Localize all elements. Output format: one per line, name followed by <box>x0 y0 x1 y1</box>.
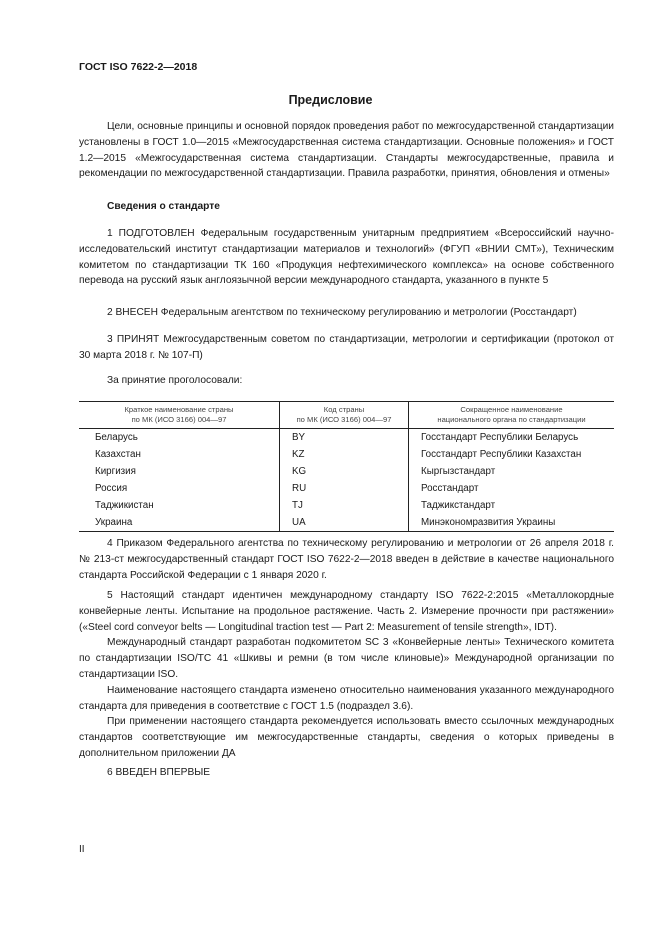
body-cell: Минэкономразвития Украины <box>409 514 615 532</box>
voted-block <box>79 373 614 389</box>
info-title-block <box>79 199 614 215</box>
item-5-paragraph-4: При применении настоящего стандарта рекомендуется использовать вместо ссылочных международных стандартов соответствующие им межгосударственные стандарты, сведения о которых приведены в дополнительном приложении ДА <box>79 716 614 759</box>
body-cell: Госстандарт Республики Беларусь <box>409 429 615 447</box>
header-country-line1: Краткое наименование страны <box>124 405 234 414</box>
code-cell: KG <box>280 463 409 480</box>
page-number: II <box>79 844 85 855</box>
item-4-paragraph: 4 Приказом Федерального агентства по техническому регулированию и метрологии от 26 апреля 2018 г. № 213-ст межгосударственный стандарт ГОСТ ISO 7622-2—2018 введен в действие в качестве национального стандарта Российской Федерации с 1 января 2020 г. <box>79 538 614 581</box>
item-3-paragraph: 3 ПРИНЯТ Межгосударственным советом по стандартизации, метрологии и сертификации (протокол от 30 марта 2018 г. № 107-П) <box>79 334 614 361</box>
intro-block <box>79 119 614 182</box>
item-5-paragraph-3: Наименование настоящего стандарта изменено относительно наименования указанного международного стандарта для приведения в соответствие с ГОСТ 1.5 (подраздел 3.6). <box>79 684 614 712</box>
item5-block <box>79 588 614 762</box>
header-code-line1: Код страны <box>323 405 365 414</box>
item-2-paragraph: 2 ВНЕСЕН Федеральным агентством по техническому регулированию и метрологии (Росстандарт) <box>107 307 577 318</box>
table-row <box>79 514 614 532</box>
info-section-title: Сведения о стандарте <box>107 201 220 212</box>
page-title: Предисловие <box>288 93 373 107</box>
item-5-paragraph: 5 Настоящий стандарт идентичен международному стандарту ISO 7622-2:2015 «Металлокордные конвейерные ленты. Испытание на продольное растяжение. Часть 2. Измерение прочности при растяжении» («Steel cord conveyor belts — Longitudinal traction test — Part 2: Measurement of tensile strength», IDT). <box>79 590 614 633</box>
country-cell: Таджикистан <box>95 500 154 511</box>
header-body-line1: Сокращенное наименование <box>460 405 563 414</box>
code-cell: TJ <box>280 497 409 514</box>
item6-block <box>79 765 614 781</box>
document-id-header: ГОСТ ISO 7622-2—2018 <box>79 61 198 73</box>
code-cell: KZ <box>280 446 409 463</box>
code-cell: UA <box>280 514 409 532</box>
body-cell: Таджикстандарт <box>409 497 615 514</box>
item-5-paragraph-2: Международный стандарт разработан подкомитетом SC 3 «Конвейерные ленты» Технического комитета по стандартизации ISO/TC 41 «Шкивы и ремни (в том числе клиновые)» Международной организации по стандартизации ISO. <box>79 637 614 680</box>
code-cell: BY <box>280 429 409 447</box>
table-row <box>79 463 614 480</box>
item-1-paragraph: 1 ПОДГОТОВЛЕН Федеральным государственным унитарным предприятием «Всероссийский научно-исследовательский институт стандартизации материалов и технологий» (ФГУП «ВНИИ СМТ»), Техническим комитетом по стандартизации ТК 160 «Продукция нефтехимического комплекса» на основе собственного перевода на русский язык англоязычной версии международного стандарта, указанного в пункте 5 <box>79 228 614 287</box>
item1-block <box>79 226 614 289</box>
table-row <box>79 497 614 514</box>
table-row <box>79 480 614 497</box>
table-row <box>79 446 614 463</box>
body-cell: Госстандарт Республики Казахстан <box>409 446 615 463</box>
voted-label: За принятие проголосовали: <box>107 375 243 386</box>
item-6-paragraph: 6 ВВЕДЕН ВПЕРВЫЕ <box>107 767 211 778</box>
header-body-line2: национального органа по стандартизации <box>437 415 586 424</box>
item3-block <box>79 332 614 364</box>
country-cell: Казахстан <box>95 449 141 460</box>
country-cell: Украина <box>79 514 280 532</box>
countries-table <box>79 401 614 532</box>
header-country-line2: по МК (ИСО 3166) 004—97 <box>131 415 227 424</box>
body-cell: Кыргызстандарт <box>409 463 615 480</box>
item2-block <box>79 305 614 321</box>
table-row <box>79 429 614 447</box>
table-header-body <box>409 402 615 429</box>
table-header-row <box>79 402 614 429</box>
intro-paragraph: Цели, основные принципы и основной порядок проведения работ по межгосударственной стандартизации установлены в ГОСТ 1.0—2015 «Межгосударственная система стандартизации. Основные положения» и ГОСТ 1.2—2015 «Межгосударственная система стандартизации. Стандарты межгосударственные, правила и рекомендации по межгосударственной стандартизации. Правила разработки, принятия, обновления и отмены» <box>79 121 614 180</box>
code-cell: RU <box>280 480 409 497</box>
table-header-country <box>79 402 280 429</box>
item4-block <box>79 536 614 583</box>
country-cell: Беларусь <box>95 432 138 443</box>
country-cell: Россия <box>95 483 128 494</box>
table-header-code <box>280 402 409 429</box>
country-cell: Киргизия <box>95 466 136 477</box>
body-cell: Росстандарт <box>409 480 615 497</box>
header-code-line2: по МК (ИСО 3166) 004—97 <box>296 415 392 424</box>
